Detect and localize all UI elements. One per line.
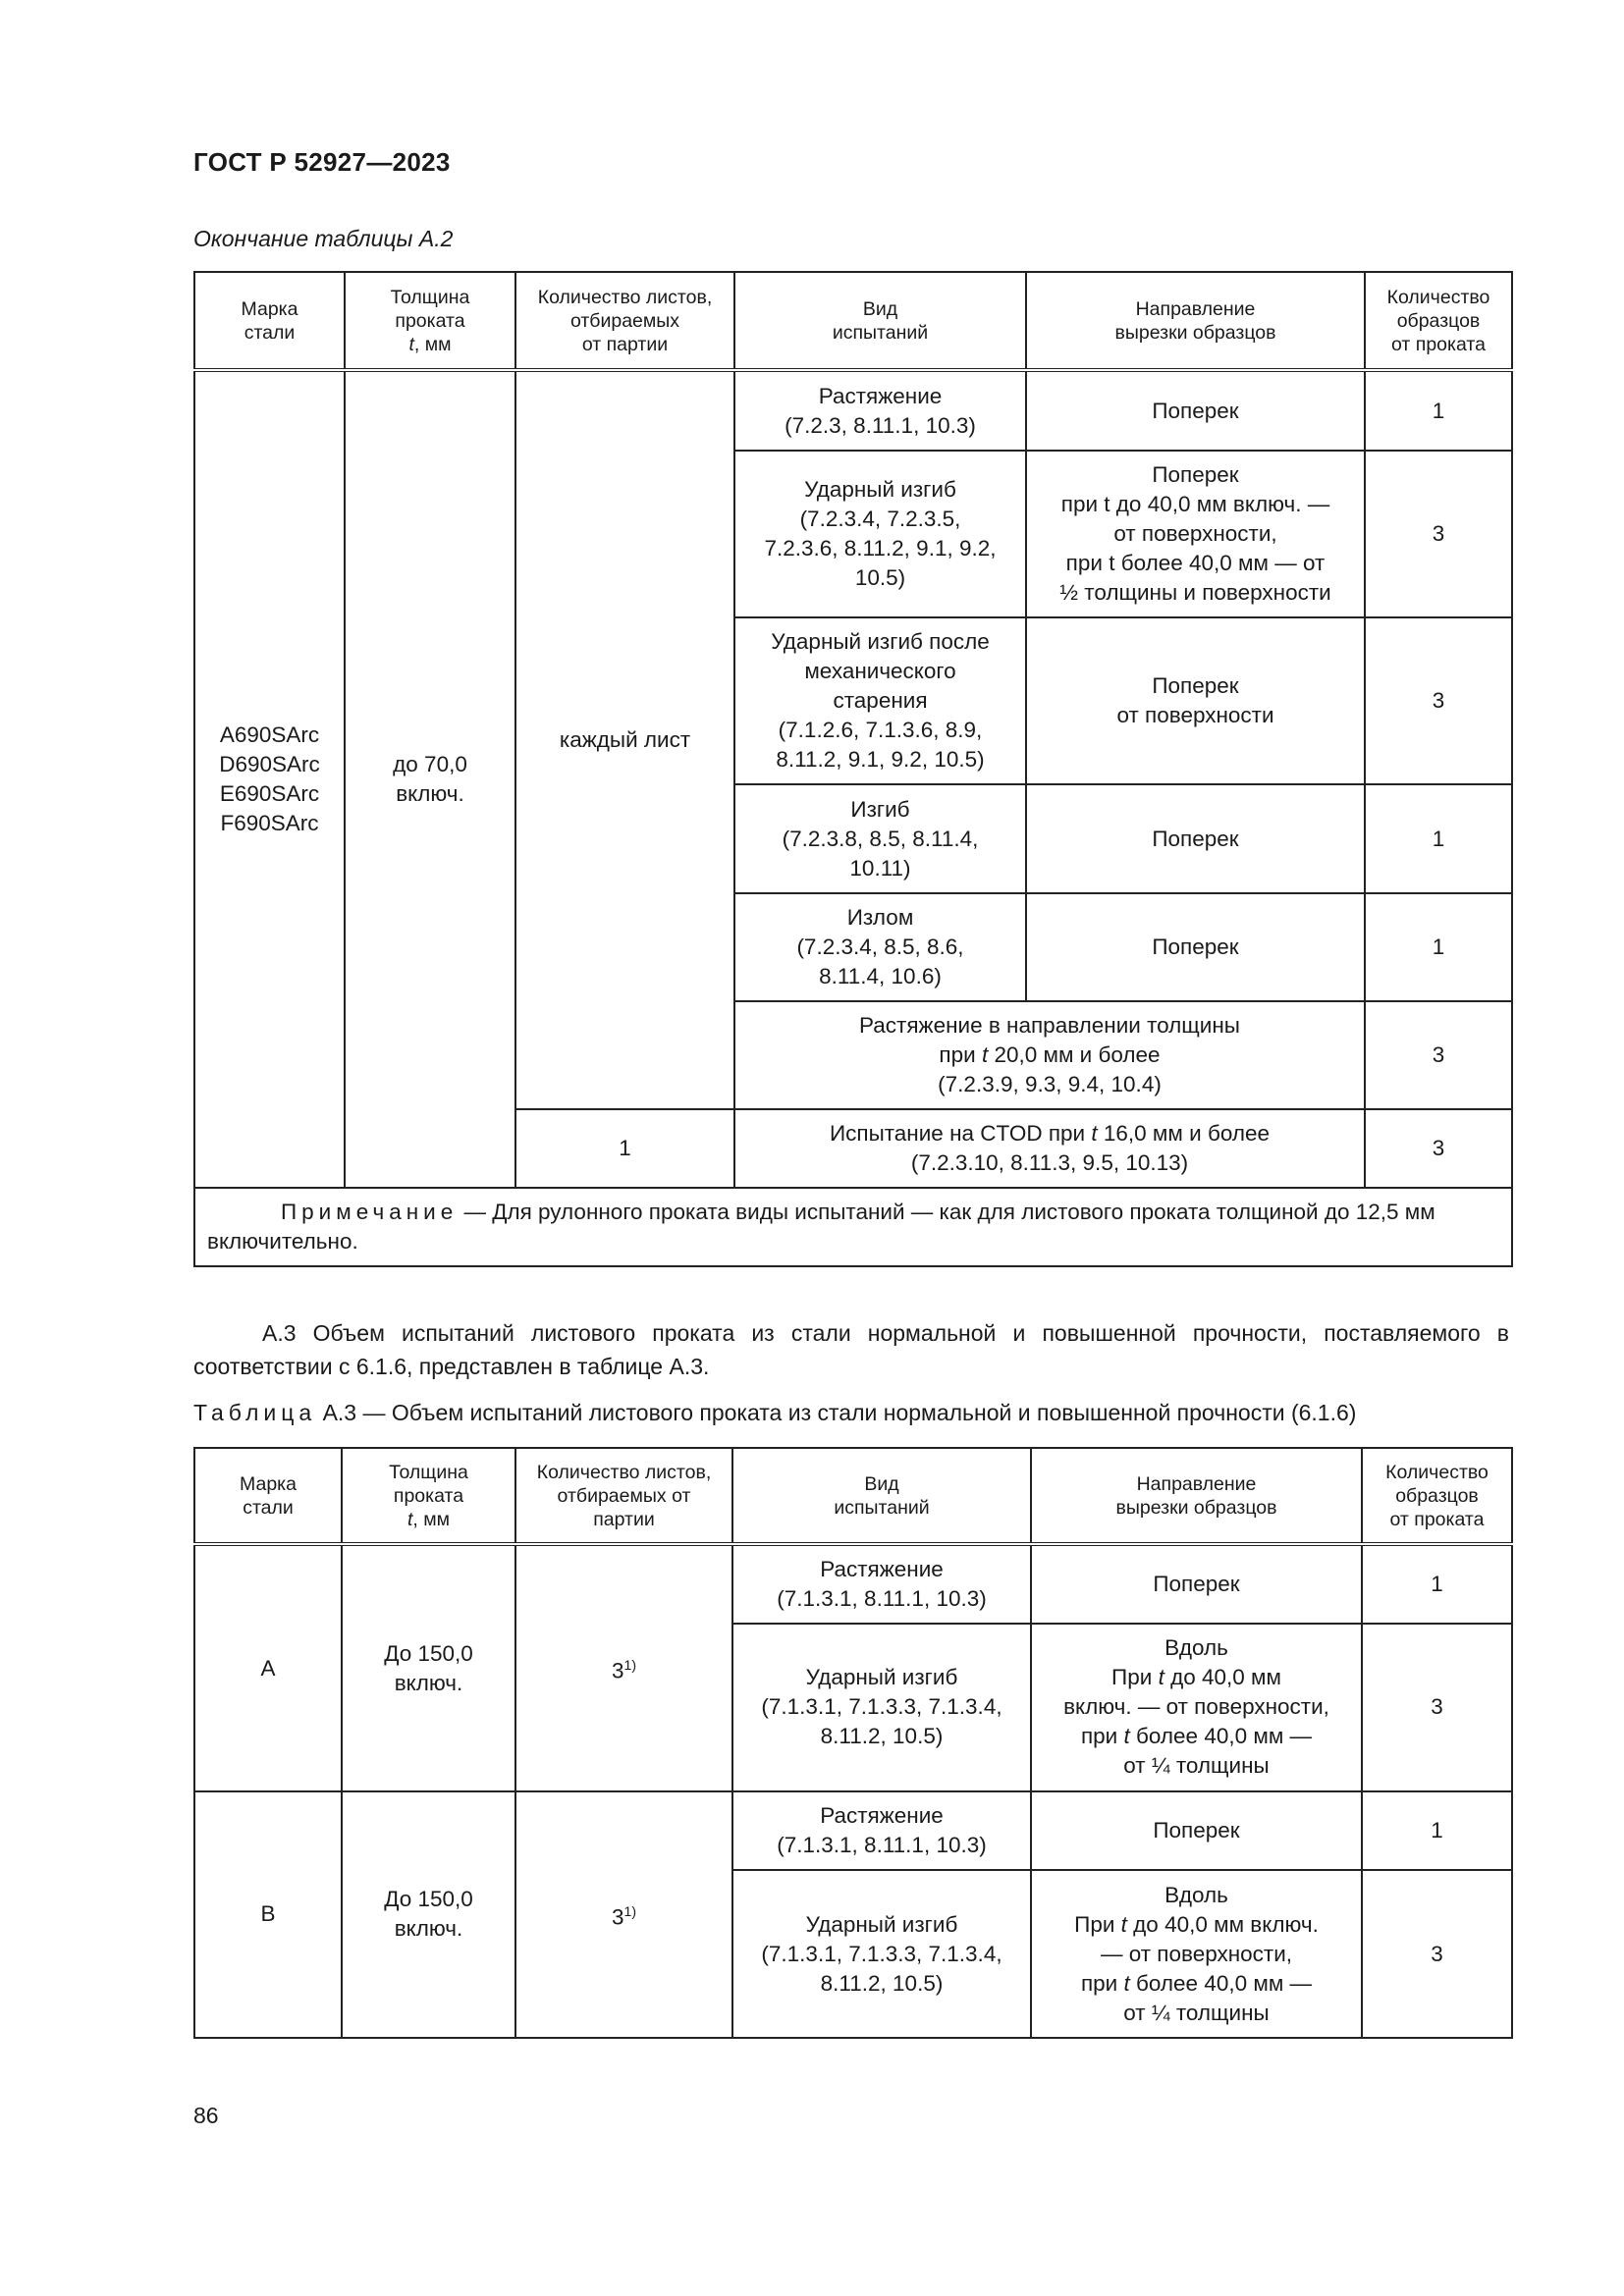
sample-count: 3: [1365, 1001, 1512, 1109]
sheets-value: каждый лист: [515, 370, 734, 1109]
table-a2: [193, 271, 1513, 1267]
paragraph-a3: А.3 Объем испытаний листового проката из стали нормальной и повышенной прочности, поставляемого в соответствии с 6.1.6, представлен в таблице А.3.: [193, 1320, 1509, 1379]
footnote-marker: 1): [623, 1903, 636, 1920]
sample-count: 1: [1365, 370, 1512, 451]
thickness-value: До 150,0 включ.: [342, 1791, 515, 2038]
test-type: Растяжение (7.1.3.1, 8.11.1, 10.3): [732, 1544, 1031, 1623]
steel-grades: A690SArc D690SArc E690SArc F690SArc: [194, 370, 345, 1188]
cut-direction: Поперек при t до 40,0 мм включ. — от поверхности, при t более 40,0 мм — от ½ толщины и поверхности: [1026, 451, 1365, 617]
table-note-row: [194, 1188, 1512, 1266]
col-header-sheets: Количество листов, отбираемых от партии: [515, 272, 734, 370]
cut-direction: Поперек: [1031, 1544, 1362, 1623]
table-a3: [193, 1447, 1513, 2039]
test-type: Излом (7.2.3.4, 8.5, 8.6, 8.11.4, 10.6): [734, 893, 1026, 1001]
table-a3-caption-label: Таблица: [193, 1400, 317, 1425]
thickness-value: До 150,0 включ.: [342, 1544, 515, 1790]
test-type: Изгиб (7.2.3.8, 8.5, 8.11.4, 10.11): [734, 784, 1026, 892]
table-row: [194, 1544, 1512, 1623]
note-label: Примечание: [281, 1199, 459, 1224]
sheets-value-ctod: 1: [515, 1109, 734, 1188]
sheets-value: 3$^{1)}$: [515, 1544, 732, 1790]
col-header-test: Вид испытаний: [732, 1448, 1031, 1544]
table-a2-continuation-caption: Окончание таблицы А.2: [193, 226, 454, 251]
col-header-direction: Направление вырезки образцов: [1026, 272, 1365, 370]
cut-direction: Вдоль При t до 40,0 мм включ. — от поверхности, при t более 40,0 мм — от ¼ толщины: [1031, 1870, 1362, 2038]
cut-direction: Поперек: [1026, 370, 1365, 451]
col-header-grade: Марка стали: [194, 272, 345, 370]
footnote-marker: 1): [623, 1657, 636, 1674]
test-type: Ударный изгиб (7.1.3.1, 7.1.3.3, 7.1.3.4, 8.11.2, 10.5): [732, 1870, 1031, 2038]
thickness-value: до 70,0 включ.: [345, 370, 515, 1188]
table-row: [194, 370, 1512, 451]
sample-count: 3: [1365, 451, 1512, 617]
sample-count: 1: [1365, 784, 1512, 892]
col-header-grade: Марка стали: [194, 1448, 342, 1544]
table-a3-header-row: [194, 1448, 1512, 1544]
col-header-count: Количество образцов от проката: [1365, 272, 1512, 370]
test-type: Ударный изгиб (7.1.3.1, 7.1.3.3, 7.1.3.4, 8.11.2, 10.5): [732, 1624, 1031, 1791]
note-text: — Для рулонного проката виды испытаний — как для листового проката толщиной до 12,5 мм включительно.: [207, 1199, 1435, 1254]
page-number: 86: [193, 2103, 219, 2128]
test-type: Растяжение (7.2.3, 8.11.1, 10.3): [734, 370, 1026, 451]
test-type-ctod: Испытание на CTOD при t 16,0 мм и более (7.2.3.10, 8.11.3, 9.5, 10.13): [734, 1109, 1365, 1188]
cut-direction: Поперек: [1026, 784, 1365, 892]
col-header-count: Количество образцов от проката: [1362, 1448, 1512, 1544]
col-header-thickness: Толщина проката t, мм: [342, 1448, 515, 1544]
sample-count: 3: [1362, 1624, 1512, 1791]
cut-direction: Поперек от поверхности: [1026, 617, 1365, 784]
col-header-test: Вид испытаний: [734, 272, 1026, 370]
sample-count: 1: [1362, 1791, 1512, 1870]
table-row: [194, 1791, 1512, 1870]
col-header-direction: Направление вырезки образцов: [1031, 1448, 1362, 1544]
table-a2-header-row: [194, 272, 1512, 370]
test-type-through-thickness: Растяжение в направлении толщины при t 20,0 мм и более (7.2.3.9, 9.3, 9.4, 10.4): [734, 1001, 1365, 1109]
sample-count: 1: [1365, 893, 1512, 1001]
col-header-thickness: Толщина проката t, мм: [345, 272, 515, 370]
col-header-sheets: Количество листов, отбираемых от партии: [515, 1448, 732, 1544]
sample-count: 3: [1365, 617, 1512, 784]
cut-direction: Вдоль При t до 40,0 мм включ. — от поверхности, при t более 40,0 мм — от ¼ толщины: [1031, 1624, 1362, 1791]
table-note: [194, 1188, 1512, 1266]
table-a3-caption-text: А.3 — Объем испытаний листового проката из стали нормальной и повышенной прочности (6.1.6): [316, 1400, 1357, 1425]
cut-direction: Поперек: [1026, 893, 1365, 1001]
cut-direction: Поперек: [1031, 1791, 1362, 1870]
sheets-value: 3$^{1)}$: [515, 1791, 732, 2038]
sample-count: 1: [1362, 1544, 1512, 1623]
test-type: Ударный изгиб после механического старения (7.1.2.6, 7.1.3.6, 8.9, 8.11.2, 9.1, 9.2, 10.5): [734, 617, 1026, 784]
table-a3-caption: [193, 1400, 1356, 1426]
test-type: Растяжение (7.1.3.1, 8.11.1, 10.3): [732, 1791, 1031, 1870]
sample-count: 3: [1365, 1109, 1512, 1188]
steel-grade: А: [194, 1544, 342, 1790]
document-header: ГОСТ Р 52927—2023: [193, 147, 451, 177]
test-type: Ударный изгиб (7.2.3.4, 7.2.3.5, 7.2.3.6, 8.11.2, 9.1, 9.2, 10.5): [734, 451, 1026, 617]
steel-grade: В: [194, 1791, 342, 2038]
sample-count: 3: [1362, 1870, 1512, 2038]
